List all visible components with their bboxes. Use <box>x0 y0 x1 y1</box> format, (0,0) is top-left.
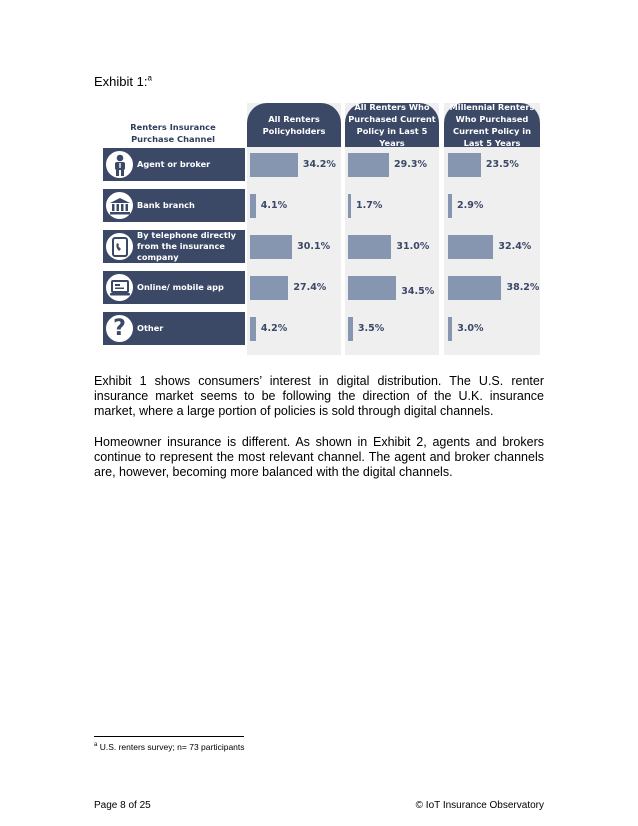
exhibit-footnote-marker: a <box>147 73 152 83</box>
bank-icon <box>103 189 136 222</box>
row-label: By telephone directly from the insurance company <box>137 230 236 262</box>
phone-icon <box>103 230 136 263</box>
bar-value-label: 4.2% <box>260 323 288 334</box>
bar <box>348 276 396 300</box>
person-icon <box>103 148 136 181</box>
column-header-label: All Renters Who Purchased Current Policy in Last 5 Years <box>348 102 436 148</box>
bar-value-label: 31.0% <box>396 241 430 252</box>
bar <box>348 194 351 218</box>
bar-value-label: 30.1% <box>297 241 331 252</box>
bar-value-label: 29.3% <box>394 159 427 170</box>
bar-value-label: 2.9% <box>457 200 484 211</box>
bar <box>448 194 452 218</box>
bar-value-label: 3.5% <box>357 323 385 334</box>
row-label: Online/ mobile app <box>137 282 224 292</box>
bar-value-label: 27.4% <box>293 282 327 293</box>
column-header-1 <box>247 103 341 147</box>
bar <box>448 235 493 259</box>
bar-value-label: 38.2% <box>506 282 540 293</box>
row-label: Bank branch <box>137 200 195 210</box>
exhibit-title-text: Exhibit 1: <box>94 74 148 89</box>
footnote-text: U.S. renters survey; n= 73 participants <box>97 742 245 752</box>
page-number: Page 8 of 25 <box>94 800 151 811</box>
row-header: Renters Insurance Purchase Channel <box>130 122 216 144</box>
bar-value-label: 4.1% <box>260 200 288 211</box>
bar <box>448 317 452 341</box>
column-header-3 <box>444 103 540 147</box>
bar-value-label: 1.7% <box>356 200 383 211</box>
bar <box>348 235 391 259</box>
laptop-icon <box>103 271 136 304</box>
bar-value-label: 34.5% <box>401 286 435 297</box>
column-header-label: Millennial Renters Who Purchased Current Policy in Last 5 Years <box>449 102 535 148</box>
row-label: Other <box>137 323 164 333</box>
footnote <box>94 742 245 752</box>
column-header-2 <box>345 103 439 147</box>
paragraph-1: Exhibit 1 shows consumers’ interest in digital distribution. The U.S. renter insurance market seems to be following the direction of the U.K. insurance market, where a large portion of policies is sold through digital channels. <box>94 374 544 418</box>
bar-value-label: 3.0% <box>457 323 484 334</box>
footer-publisher: © IoT Insurance Observatory <box>415 800 544 811</box>
footnote-divider <box>94 736 244 737</box>
bar <box>250 153 298 177</box>
row-label: Agent or broker <box>137 159 211 169</box>
bar <box>448 276 501 300</box>
bar <box>250 194 256 218</box>
question-icon: ? <box>103 312 136 345</box>
column-header-label: All Renters Policyholders <box>262 114 326 136</box>
bar <box>348 317 353 341</box>
exhibit-title <box>94 74 152 89</box>
footnote-marker: a <box>94 742 98 749</box>
bar-value-label: 23.5% <box>485 159 519 170</box>
bar <box>250 235 292 259</box>
bar-value-label: 32.4% <box>498 241 532 252</box>
bar <box>448 153 481 177</box>
bar-value-label: 34.2% <box>302 159 336 170</box>
bar <box>348 153 389 177</box>
bar <box>250 276 288 300</box>
paragraph-2: Homeowner insurance is different. As shown in Exhibit 2, agents and brokers continue to represent the most relevant channel. The agent and broker channels are, however, becoming more balanced with the digital channels. <box>94 435 544 479</box>
bar <box>250 317 256 341</box>
